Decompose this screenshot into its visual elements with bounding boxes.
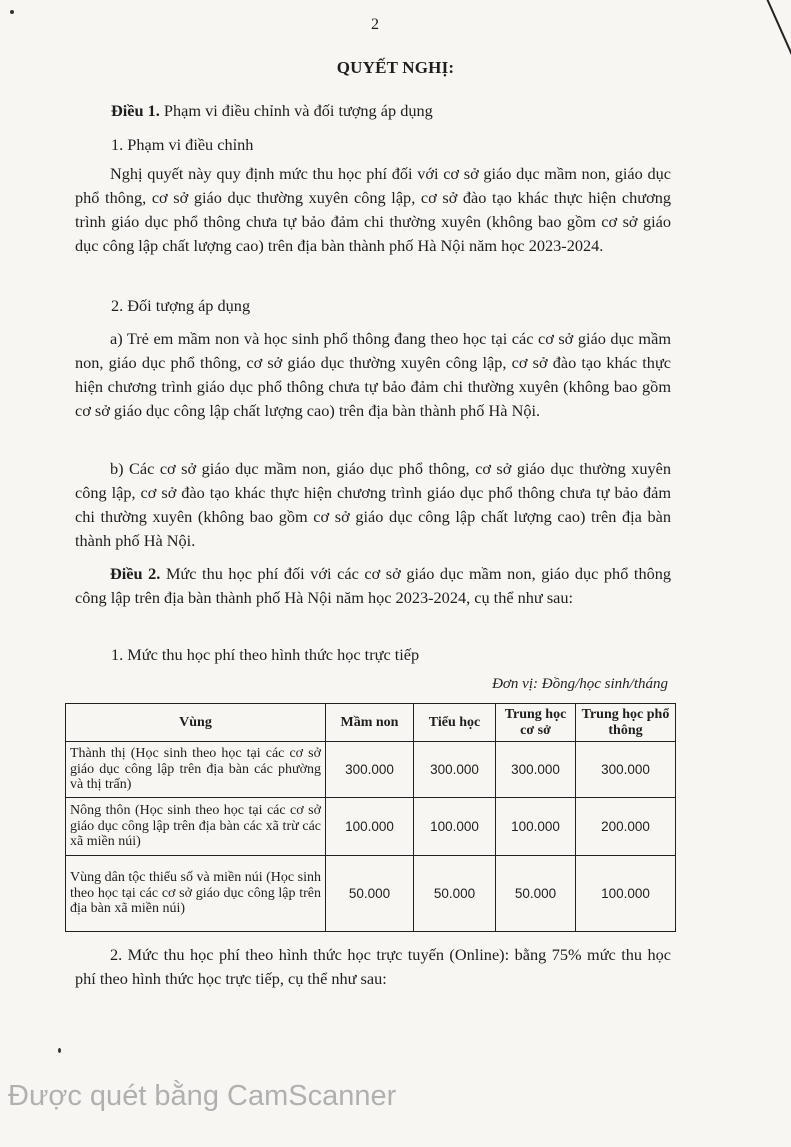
fee-cell: 300.000 — [326, 742, 414, 798]
fee-cell: 200.000 — [576, 798, 676, 856]
article-2-label: Điều 2. — [110, 564, 161, 583]
tuition-fee-table — [65, 703, 676, 932]
camscanner-watermark: Được quét bằng CamScanner — [8, 1080, 397, 1112]
region-cell: Vùng dân tộc thiểu số và miền núi (Học sinh theo học tại các cơ sở giáo dục công lập trên địa bàn xã miền núi) — [66, 856, 326, 932]
header-region: Vùng — [66, 704, 326, 742]
article-2-section-1-heading: 1. Mức thu học phí theo hình thức học trực tiếp — [111, 645, 420, 664]
fee-cell: 50.000 — [414, 856, 496, 932]
table-row — [66, 798, 676, 856]
fee-cell: 100.000 — [576, 856, 676, 932]
table-header-row — [66, 704, 676, 742]
header-thpt: Trung học phổ thông — [576, 704, 676, 742]
article-1-label: Điều 1. — [111, 101, 160, 120]
unit-label: Đơn vị: Đồng/học sinh/tháng — [492, 676, 668, 692]
document-title: QUYẾT NGHỊ: — [336, 58, 455, 77]
fee-cell: 100.000 — [414, 798, 496, 856]
article-1-section-1-heading: 1. Phạm vi điều chỉnh — [111, 135, 254, 154]
table-row — [66, 856, 676, 932]
region-cell: Nông thôn (Học sinh theo học tại các cơ sở giáo dục công lập trên địa bàn các xã trừ các xã miền núi) — [66, 798, 326, 856]
fee-cell: 300.000 — [496, 742, 576, 798]
article-2-text: Mức thu học phí đối với các cơ sở giáo dục mầm non, giáo dục phổ thông công lập trên địa bàn thành phố Hà Nội năm học 2023-2024, cụ thể như sau: — [75, 564, 672, 607]
table-row — [66, 742, 676, 798]
article-1-title: Phạm vi điều chỉnh và đối tượng áp dụng — [159, 101, 433, 120]
article-1-item-b: b) Các cơ sở giáo dục mầm non, giáo dục phổ thông, cơ sở giáo dục thường xuyên công lập, cơ sở đào tạo khác thực hiện chương trình giáo dục phổ thông chưa tự bảo đảm chi thường xuyên (không bao gồm cơ sở giáo dục công lập chất lượng cao) trên địa bàn thành phố Hà Nội. — [75, 459, 671, 550]
fee-cell: 300.000 — [576, 742, 676, 798]
article-1-item-a: a) Trẻ em mầm non và học sinh phổ thông đang theo học tại các cơ sở giáo dục mầm non, giáo dục phổ thông, cơ sở giáo dục thường xuyên công lập, cơ sở đào tạo khác thực hiện chương trình giáo dục phổ thông chưa tự bảo đảm chi thường xuyên (không bao gồm cơ sở giáo dục công lập chất lượng cao) trên địa bàn thành phố Hà Nội. — [75, 329, 671, 420]
region-cell: Thành thị (Học sinh theo học tại các cơ sở giáo dục công lập trên địa bàn các phường và thị trấn) — [66, 742, 326, 798]
fee-cell: 300.000 — [414, 742, 496, 798]
page-number: 2 — [371, 16, 379, 33]
article-2-paragraph — [75, 562, 671, 610]
article-1-section-1-text: Nghị quyết này quy định mức thu học phí đối với cơ sở giáo dục mầm non, giáo dục phổ thông, cơ sở giáo dục thường xuyên công lập, cơ sở đào tạo khác thực hiện chương trình giáo dục phổ thông chưa tự bảo đảm chi thường xuyên (không bao gồm cơ sở giáo dục công lập chất lượng cao) trên địa bàn thành phố Hà Nội năm học 2023-2024. — [75, 164, 671, 255]
header-mam-non: Mầm non — [326, 704, 414, 742]
header-thcs: Trung học cơ sở — [496, 704, 576, 742]
header-tieu-hoc: Tiểu học — [414, 704, 496, 742]
fee-cell: 100.000 — [496, 798, 576, 856]
fee-cell: 50.000 — [496, 856, 576, 932]
article-2-section-2-text: 2. Mức thu học phí theo hình thức học trực tuyến (Online): bằng 75% mức thu học phí theo hình thức học trực tiếp, cụ thể như sau: — [75, 945, 671, 988]
article-1-section-2-heading: 2. Đối tượng áp dụng — [111, 296, 251, 315]
fee-cell: 50.000 — [326, 856, 414, 932]
scan-speck — [58, 1048, 61, 1053]
fee-cell: 100.000 — [326, 798, 414, 856]
scan-speck — [10, 10, 14, 14]
article-1-heading — [111, 99, 433, 123]
